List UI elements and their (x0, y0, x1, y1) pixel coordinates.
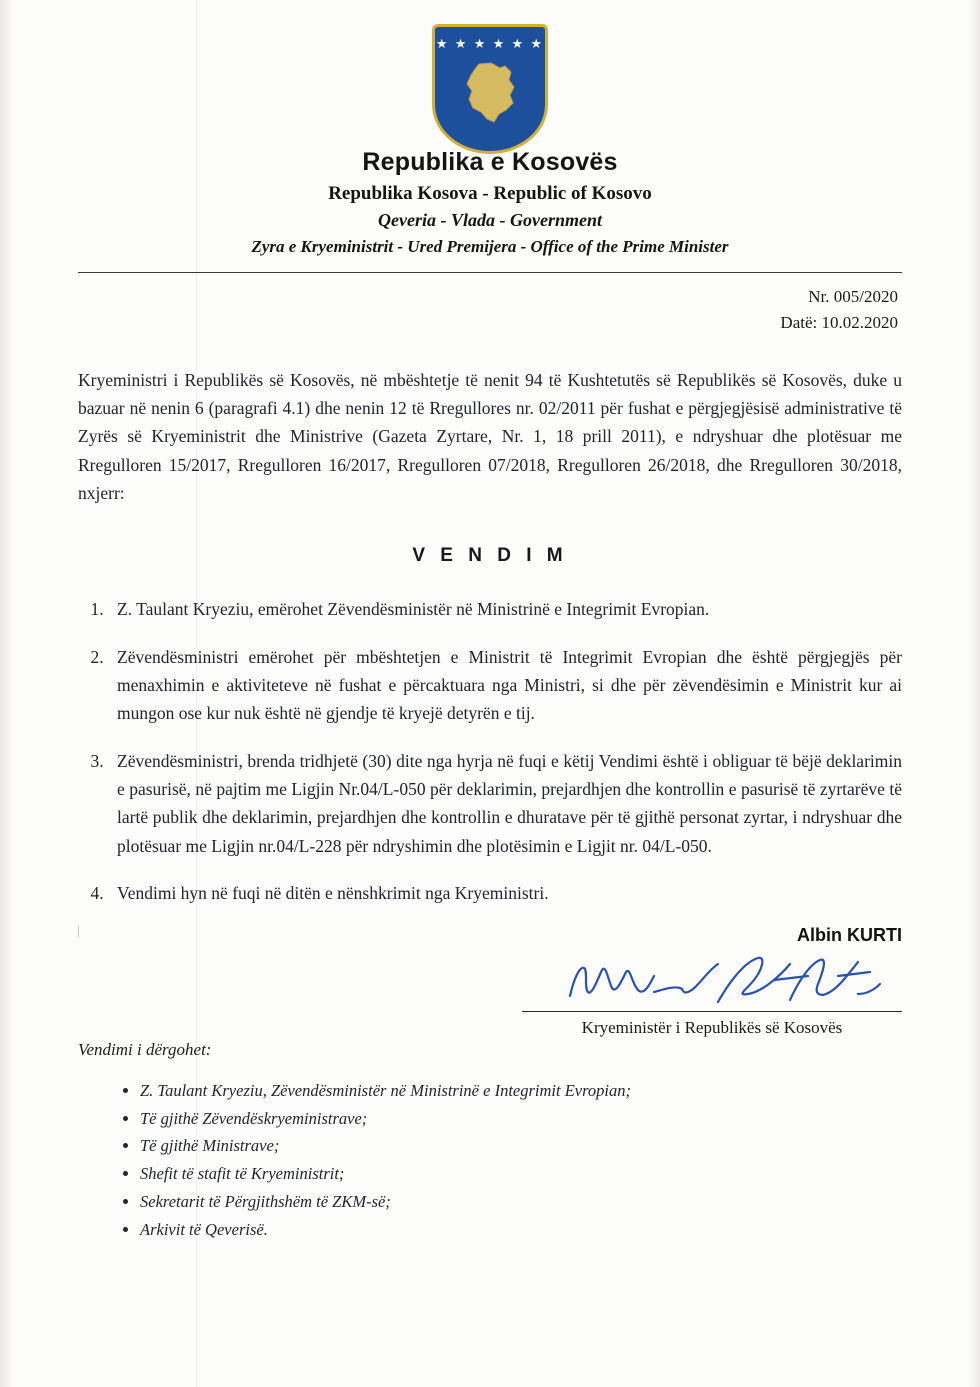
list-item: • Të gjithë Zëvendëskryeministrave; (140, 1106, 631, 1133)
clause-item: 1. Z. Taulant Kryeziu, emërohet Zëvendësministër në Ministrinë e Integrimit Evropian. (108, 595, 902, 623)
header-line-office: Zyra e Kryeministrit - Ured Premijera - Office of the Prime Minister (251, 237, 729, 256)
signer-title: Kryeministër i Republikës së Kosovës (581, 1018, 843, 1037)
clause-item: 2. Zëvendësministri emërohet për mbështetjen e Ministrit të Integrimit Evropian dhe është përgjegjës për menaxhimin e aktiviteteve në fushat e përcaktuara nga Ministri, si dhe për zëvendësimin e Ministrit kur ai mungon ose kur nuk është në gjendje të kryejë detyrën e tij. (108, 643, 902, 728)
header-line-multilingual: Republika Kosova - Republic of Kosovo (328, 183, 652, 204)
document-header (0, 148, 980, 257)
document-number: Nr. 005/2020 (808, 287, 898, 306)
document-meta (780, 284, 898, 335)
header-divider (78, 272, 902, 273)
kosovo-map-icon (461, 62, 519, 124)
document-date: Datë: 10.02.2020 (780, 312, 898, 332)
clause-item: 3. Zëvendësministri, brenda tridhjetë (30) dite nga hyrja në fuqi e këtij Vendimi është i obliguar të bëjë deklarimin e pasurisë, në pajtim me Ligjin Nr.04/L-050 për deklarimin, prejardhjen dhe kontrollin e pasurisë të zyrtarëve të lartë publik dhe deklarimin, prejardhjen dhe kontrollin e dhuratave për të gjithë personat zyrtar, i ndryshuar dhe plotësuar me Ligjin nr.04/L-228 për ndryshimin dhe plotësimin e Ligjit nr. 04/L-050. (108, 747, 902, 860)
list-item: • Z. Taulant Kryeziu, Zëvendësministër në Ministrinë e Integrimit Evropian; (140, 1078, 631, 1105)
header-line-albanian: Republika e Kosovës (362, 148, 618, 176)
decision-title: V E N D I M (412, 545, 568, 567)
list-item: • Arkivit të Qeverisë. (140, 1217, 631, 1244)
signature-icon (522, 950, 902, 1012)
list-item: • Të gjithë Ministrave; (140, 1133, 631, 1160)
clause-item: 4. Vendimi hyn në fuqi në ditën e nënshkrimit nga Kryeministri. (108, 879, 902, 907)
handwritten-signature (522, 950, 902, 1012)
list-item: • Sekretarit të Përgjithshëm të ZKM-së; (140, 1189, 631, 1216)
list-item: • Shefit të stafit të Kryeministrit; (140, 1161, 631, 1188)
document-body (78, 348, 902, 926)
legal-basis-paragraph: Kryeministri i Republikës së Kosovës, në mbështetje të nenit 94 të Kushtetutës së Republikës së Kosovës, duke u bazuar në nenin 6 (paragrafi 4.1) dhe nenin 12 të Rregullores nr. 02/2011 për fushat e përgjegjësisë administrative të Zyrës së Kryeministrit dhe Ministrive (Gazeta Zyrtare, Nr. 1, 18 prill 2011), e ndryshuar dhe plotësuar me Rregulloren 15/2017, Rregulloren 16/2017, Rregulloren 07/2018, Rregulloren 26/2018, dhe Rregulloren 30/2018, nxjerr: (78, 369, 902, 503)
distribution-title: Vendimi i dërgohet: (78, 1040, 212, 1059)
signature-line (522, 1011, 902, 1012)
scan-artifact-tick (78, 925, 79, 937)
distribution-list (112, 1078, 631, 1244)
six-stars: ★ ★ ★ ★ ★ ★ (435, 36, 545, 51)
signer-name: Albin KURTI (797, 925, 902, 945)
signature-block (522, 925, 902, 1038)
decision-clauses (78, 595, 902, 907)
header-line-government: Qeveria - Vlada - Government (378, 210, 602, 230)
coat-of-arms (0, 24, 980, 154)
